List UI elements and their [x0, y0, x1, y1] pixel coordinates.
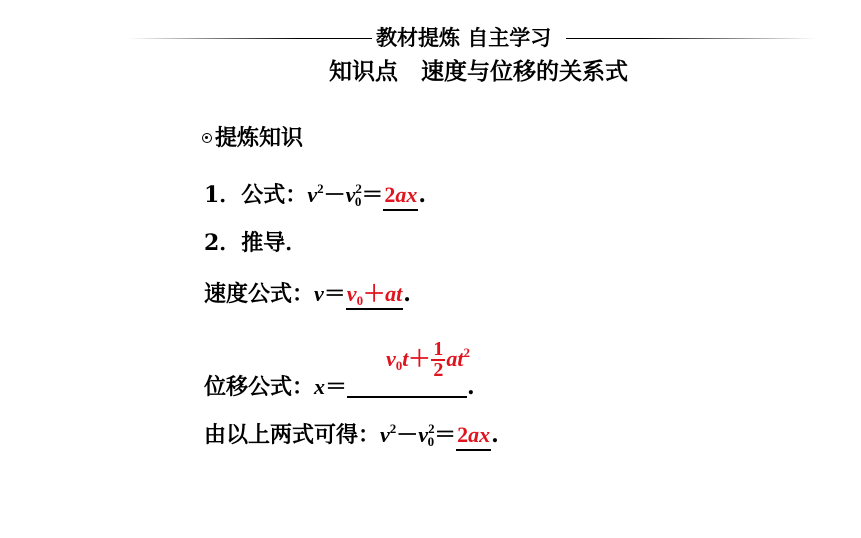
- conclusion-exp: 2: [389, 421, 397, 436]
- displacement-answer: [386, 340, 470, 380]
- formula-minus: －: [323, 182, 346, 208]
- formula-answer-ax: ax: [395, 182, 418, 207]
- formula-answer: [383, 181, 418, 211]
- conclusion-minus: －: [396, 422, 419, 448]
- formula-label: 1．公式：: [204, 182, 308, 208]
- conclusion-label: 由以上两式可得：: [204, 422, 381, 448]
- disp-answer-half: [431, 340, 445, 380]
- formula-v0-sub: 0: [354, 194, 362, 209]
- formula-line: [204, 181, 426, 211]
- disp-answer-plus: ＋: [408, 346, 431, 372]
- disp-answer-t: t: [402, 346, 409, 371]
- disp-answer-v: v: [386, 346, 396, 371]
- formula-exp: 2: [317, 181, 324, 196]
- header-rule-right: [566, 38, 816, 39]
- circled-dot-icon: [202, 133, 212, 143]
- conclusion-v0: v: [418, 422, 429, 447]
- displacement-eq: ＝: [325, 374, 348, 400]
- section-heading: [202, 124, 303, 152]
- velocity-eq: ＝: [323, 281, 346, 307]
- formula-v: v: [307, 182, 318, 207]
- conclusion-v0-exp: 2: [428, 421, 435, 436]
- fraction-numerator: 1: [433, 338, 444, 360]
- formula-v0: v: [345, 182, 356, 207]
- conclusion-answer-ax: ax: [468, 422, 491, 447]
- page-title: 知识点 速度与位移的关系式: [329, 58, 628, 85]
- velocity-period: .: [403, 281, 411, 307]
- disp-answer-at: at: [446, 346, 464, 371]
- disp-answer-sub: 0: [395, 358, 403, 373]
- formula-eq: ＝: [361, 182, 384, 208]
- velocity-formula-line: [204, 280, 411, 310]
- conclusion-line: [204, 421, 499, 451]
- formula-period: .: [418, 182, 427, 208]
- velocity-answer: [346, 280, 403, 310]
- conclusion-answer: [456, 421, 491, 451]
- section-heading-text: 提炼知识: [215, 125, 304, 151]
- header-rule-left: [128, 38, 372, 39]
- formula-answer-2: 2: [384, 182, 396, 207]
- velocity-v: v: [314, 281, 324, 306]
- displacement-period: .: [467, 374, 475, 400]
- velocity-answer-v: v: [346, 281, 357, 306]
- velocity-label: 速度公式：: [204, 281, 315, 307]
- derivation-line: 2．推导．: [204, 230, 308, 256]
- displacement-x: x: [314, 374, 326, 399]
- conclusion-answer-2: 2: [457, 422, 469, 447]
- conclusion-v: v: [380, 422, 390, 447]
- velocity-answer-plus: ＋: [363, 281, 386, 307]
- fraction-denominator: 2: [433, 359, 444, 381]
- conclusion-period: .: [491, 422, 499, 448]
- conclusion-v0-sub: 0: [427, 434, 435, 449]
- velocity-answer-sub: 0: [356, 293, 364, 308]
- displacement-label: 位移公式：: [204, 374, 315, 400]
- velocity-answer-at: at: [385, 281, 403, 306]
- disp-answer-exp: 2: [463, 345, 471, 360]
- header-banner: 教材提炼 自主学习: [376, 25, 552, 50]
- conclusion-eq: ＝: [434, 422, 457, 448]
- formula-v0-exp: 2: [355, 181, 362, 196]
